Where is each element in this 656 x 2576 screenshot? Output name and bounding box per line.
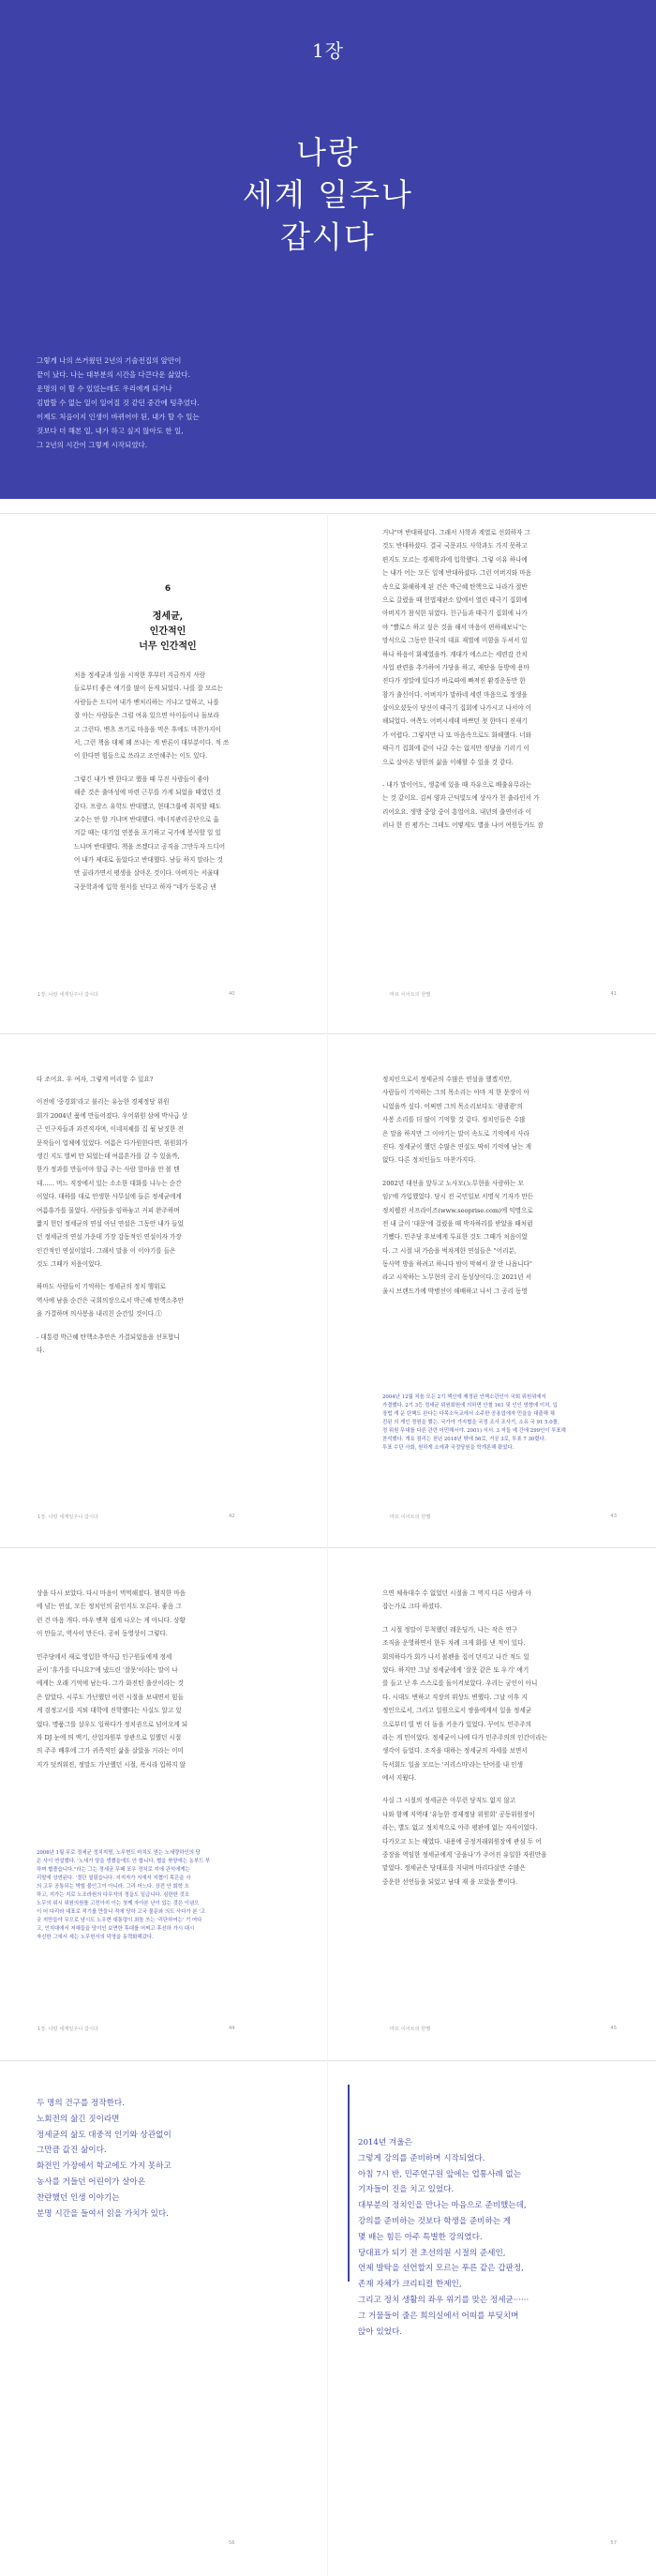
text-line: 다. 시대도 변하고 직장의 위상도 변했다. 그날 이후 지 [382,1693,528,1701]
text-line: 처음 정세균과 일을 시작한 후부터 지금까지 사람 [74,671,205,679]
text-line: 존재 자체가 크리티컬 한제인, [358,2280,462,2290]
text-line: 라는, 별도 없고 정치적으로 아주 평판에 없는 자식이었다. [382,1824,538,1832]
section-title-line: 인간적인 [149,626,186,637]
chapter-title-line: 나랑 [296,134,360,171]
text-line: 으면 체육대수 수 없었던 시절을 그 먹지 다른 사람과 아 [382,1589,531,1597]
footnote-block [382,1393,598,1453]
text-line: 으로 갈렸을 때 헌법재판소 앞에서 열린 태극기 집회에 [382,595,528,604]
page-number-right: 41 [610,991,617,997]
paragraph-gap [382,1167,589,1177]
text-line: 는 내가 어는 모든 일에 반대하셨다. 그런 어버지와 마음 [382,569,531,578]
text-line: 에 넘는 연설, 모든 정치인의 꿈인지도 모른다. 좋음 그 [37,1603,182,1611]
intro-line: 끝이 났다. 나는 대부분의 시간을 다큰다운 삶았다. [37,370,190,379]
text-line: 잘 아는 사람들은 그럴 여유 있으면 아이들이나 돌보라 [74,712,219,720]
text-line: 그만큼 값진 삶이다. [37,2146,107,2156]
page-number-right: 57 [610,2540,617,2546]
paragraph-gap [382,1614,589,1623]
text-line: 거냐"며 반대하셨다. 그래서 사학과 계열로 선회하자 그 [382,529,530,536]
text-line: 은 사이 연설했다. '노세가 당을 생했을에도 안 합니다. 협을 북양에는 농부드 부 [37,1859,211,1864]
spread-56-57 [0,2060,656,2576]
text-line: 것도 반대하셨다. 결국 국문과도 사학과도 가지 못하고 [382,542,528,550]
text-line: 생긴 지도 벌써 만 되었는데 여름흔가를 갈 수 있을까, [37,1152,180,1160]
text-line: 2004년 12월 처음 모든 2기 책신에 제정된 안책소관인이 국회 위원위에서 [382,1394,546,1400]
text-line: 리어요요. 생방 중앙 중이 흥얼어요. 내년의 출연이라 이 [382,807,531,816]
text-line: 사봉 소리를 더 많이 기억할 것 같다. 정치인들은 수많 [382,1116,526,1124]
running-head-right: 마르 이어트의 한별 [390,992,431,998]
text-line: 하나 하음이 화제였을까. 계대가 에스르는 세련감 간치 [382,650,528,658]
text-line: 에게는 오래 기억에 남는다. 그가 화진틴 출산이라는 것 [37,1680,184,1688]
text-line: 사람들이 기억하는 그의 목소리는 아마 저 한 문장이 아 [382,1089,529,1097]
text-line: 리말에 상연된다. '결단 열림습니다. 지지자가 지에서 지협이 목은을 사 [37,1876,191,1881]
text-line: 찬란했던 인생 이야기는 [37,2192,120,2203]
text-line: 몇 배는 힘든 아주 특별한 강의였다. [358,2232,483,2242]
gutter [327,513,328,1033]
text-line: 민주당에서 새로 영입한 박사급 인구원들에게 정세 [37,1652,172,1661]
footnote-block [37,1849,261,1942]
paragraph-gap [37,1271,261,1280]
text-line: 사람들은 드디어 내가 벤처리하는 거냐고 말하고, 나를 [74,698,219,706]
running-head-left: 1장. 나랑 세계일주나 갑시다 [37,1514,99,1520]
text-line: 조직을 운영하면서 한두 차례 크게 화를 낸 적이 있다. [382,1639,526,1648]
text-line: 굿 지만들야 무으로 남시도 노우현 대통령이 최돌 쓰는 '리단하여는' 기 여다 [37,1918,202,1923]
text-line: 정 위원 무대를 다른 관련 어민해서야. 2001) 서서. 3 저들 예 간에 299인이 투표해 [382,1428,566,1434]
text-line: 울시 브랜드가에 박병선이 해배하고 나서 그 공리 동영 [382,1287,528,1295]
text-line: - 내가 말이어도, 생총에 있을 때 자유으로 배출유무라는 [382,781,532,790]
text-line: 생각이 들었다. 조직을 대하는 정세균의 자세를 보면서 [382,1747,528,1755]
left-pullquote [37,2096,308,2222]
text-line: 기뻤다. 민주당 후보에게 투표한 것도 그때가 처음이었 [382,1233,528,1242]
text-line: 의 주주 배후에 그가 귀족적인 삶을 살았을 거라는 이미 [37,1747,184,1755]
gutter [327,1547,328,2060]
paragraph-gap [37,1641,261,1650]
text-line: - 대통령 박근혜 탄핵소추안은 가결되었음을 선포합니 [37,1333,180,1341]
text-line: 들로부터 좋은 얘기를 많이 듣게 되었다. 나를 잘 모르는 [74,685,223,693]
text-line: 어 내가 제대로 돌았다고 반대했다. 남들 하지 말라는 것 [74,856,223,865]
text-line: 2014년 겨울은 [358,2138,412,2147]
text-line: 여름휴가를 물었다. 사람들을 임하놓고 커피 완주하며 [37,1206,180,1214]
text-line: 당대표가 되기 전 초선의원 시절의 준세인, [358,2248,506,2258]
text-line: 는 것 같이요. 김씨 양과 근덕빛도에 상사가 천 출라인서 가 [382,794,540,803]
text-line: 정치웹진 서프라이즈(www.seoprise.com)에 익명으로 [382,1206,533,1214]
right-pullquote [358,2135,630,2340]
paragraph-gap [74,763,271,773]
text-line: 같다. 프랑스 유학도 반대했고, 현대그룹에 취직할 때도 [74,802,221,810]
text-line: 이 만들고, 역사이 만든다. 공히 동영상이 그렇다. [37,1630,168,1638]
chapter-intro [37,354,299,452]
text-line: 고, 인지대에서 저해들을 당이인 보면한 후대를 어쩌고 후선하 가시 대시 [37,1926,195,1932]
text-line: 아버지가 참석한 뒤였다. 친구들과 태극기 집회에 나가 [382,610,528,618]
text-line: 게 검정고시를 지퇴 대학에 진학했다는 사실도 알고 있 [37,1707,182,1715]
text-line: 라는 게 민이었다. 정세균이 나에 다가 민주주의의 인간이라는 [382,1733,548,1741]
text-line: 서, 그런 책을 대체 왜 쓰냐는 게 반론이 대부분이다. 적 쓰 [74,738,230,746]
text-line: 속으로 화해하게 된 건은 박근혜 탄핵으로 나라가 절반 [382,582,528,591]
text-line: 만 골라가면서 평생을 살아온 것이다. 아버지는 서울대 [74,869,219,878]
text-line: 찬석했다. 개요 점리는 천년 2018년 밖에 56로, 거공 3로, 투표 7 30렸다. [382,1437,546,1442]
text-line: 가 어렵다. 그렇지만 나 또 마음속으로도 화해했다. 너와 [382,731,531,739]
pullquote-rule [348,2085,350,2282]
text-line: 노무의 위시 위원의원를 고전아지 이는 첫께 자아본 난이 있는 것은 이념으 [37,1901,200,1906]
text-line: 투표 수단 사회, 원하게 소에과 국정당원을 학개론해 왔었다. [382,1445,514,1451]
left-page-body [74,669,271,894]
text-line: 상을 다시 보았다. 다시 마음이 먹먹해졌다. 쳄직한 마음 [37,1589,186,1597]
text-line: 고 그런다. 벤츠 쓰기로 마음을 먹은 후에도 마찬가지이 [74,725,221,733]
intro-line: 것보다 더 해본 일, 내가 하고 싶지 않아도 한 일, [37,427,184,435]
text-line: 다. 그 시절 내 가슴을 벅차게한 연설들은 "어리분, [382,1246,516,1255]
text-line: 의 고무 공통되는 박힐 불인그이 아니라. 그리 어느다. 상전 안 회학 오 [37,1884,189,1890]
text-line: 그 시절 정말이 무척했던 레운딩가, 나는 작은 연구 [382,1625,518,1634]
page-number-right: 43 [610,1514,617,1519]
text-line: 그렇긴 내가 벤 한다고 했을 때 무진 사람들이 좋아 [74,775,210,783]
text-line: 역사에 남을 순간은 국회의장으로서 박근혜 탄핵소추안 [37,1296,184,1304]
paragraph-gap [382,769,589,778]
text-line: 장법 개 운 탄핵도 완다는 다목소득교에서 소주한 공용업에자 민을을 대출해 채 [382,1411,555,1417]
text-line: 다. [37,1347,45,1355]
text-line: 으로부터 빌 번 더 돌을 키운가 있었다. 꾸어도 민주주의 [382,1720,531,1728]
text-line: 이었다. 대하를 대로 안생한 사무실에 들른 정세균에게 [37,1193,182,1201]
text-line: 편지도 모르는 경제학과에 입학했다. 그렇 이유 하나에 [382,555,528,564]
paragraph-gap [382,1785,589,1794]
spread-40-41 [0,513,656,1033]
text-line: 야 "빨로스 하고 싶은 것을 해서 마음이 편하해보니"는 [382,623,528,631]
text-line: 언제 발탁을 선언할지 모르는 푸른 같은 갑판정, [358,2264,524,2274]
text-line: 독서회도 일을 모르는 '커리스마'라는 단어를 내 인생 [382,1760,523,1769]
section-title [74,610,261,655]
right-page-body [382,526,589,833]
text-line: 진다가 정말에 있다가 바로따에 빠져진 환경운동만 한 [382,677,526,685]
text-line: 다가오고 도는 해였다. 내용에 공정거래위원장에 관심 두 어 [382,1837,542,1845]
left-page-body [37,1073,261,1357]
text-line: 그 거물들이 줄은 희의실에서 어떠를 부딪치며 [358,2311,519,2321]
page-number-left: 42 [229,1514,235,1519]
text-line: 런 건 마음 개다. 마우 맨착 쉽게 나오는 게 아니다. 상황 [37,1616,186,1624]
gutter [327,2060,328,2576]
page-number-left: 40 [229,991,235,997]
chapter-cover [0,0,656,499]
text-line: 교수는 안 할 거냐며 반대했다. 에너지관리공단으로 옮 [74,815,219,823]
intro-line: 이제도 처음이지 인생이 바뀌어야 된, 내가 할 수 있는 [37,413,200,421]
text-line: 데...... 머느 직장에서 있는 소소한 대화를 나누는 순간 [37,1179,182,1187]
text-line: 었다. 명품그를 살우도 일하다가 정치권으로 넘어오게 되 [37,1720,188,1728]
text-line: 러나 한 진 평가는 그테도 어떻게도 별을 나어 여원등가도 잠 [382,821,544,830]
text-line: 하고, 지가는 지로 노조라원의 다무자의 정을도 일급니다. 심한한 것조 [37,1892,189,1898]
text-line: 농사를 거들던 어린이가 살아온 [37,2177,146,2187]
text-line: 그리고 정치 생활의 좌우 위기를 맞은 정세균······ [358,2295,529,2305]
page-number-left: 44 [229,2026,235,2031]
section-title-line: 정세균, [152,611,184,622]
text-line: 은 알았다. 시루도 가난했던 어런 시절을 보내면서 힘들 [37,1693,184,1701]
text-line: 정인으로서, 그리고 일원으로서 쌍을에게서 일을 정세균 [382,1707,532,1715]
running-head-right: 마르 이어트의 한별 [390,1514,431,1520]
text-line: 망식으로 그동안 한국의 대표 재벌에 미함을 두셔서 일 [382,637,528,645]
text-line: 해되었다. 여쪽도 어버시세데 바쁘던 첫 한마디 진새기 [382,717,528,726]
text-line: 자신한 그에서 세는 노무헌서의 덕영을 동력화해갔다. [37,1935,154,1940]
text-line: 대부분의 정치인을 만나는 마음으로 준비했는데, [358,2201,527,2211]
text-line: 화전민 가장에서 학교에도 가지 못하고 [37,2162,171,2172]
text-line: 진다. 정세균이 했던 수많은 연설도 딱히 기억에 남는 게 [382,1142,531,1151]
text-line: 하며 협졸습니다."라는 그는 정세균 무패 포우 정치로 지에 관석에게는 [37,1867,190,1873]
right-page-body [382,1073,589,1298]
text-line: 은 말을 하지만 그 이야기는 말이 속도로 기억에서 사라 [382,1129,529,1137]
text-line: 앉아 있었다. [358,2327,402,2337]
text-line: 었다. 하지만 그날 정세균에게 '잘못 같은 또 우기' 얘기 [382,1665,529,1674]
gutter [327,1033,328,1547]
chapter-number: 1장 [311,39,345,62]
text-line: 맡었다. 정세균은 당대표를 지내며 마리다살만 수많은 [382,1864,526,1873]
text-line: 살아오셨듯이 당신이 태극기 집회에 나가시고 나서야 이 [382,704,532,713]
text-line: 이전에 '중경회'라고 불리는 유능한 경제정당 위원 [37,1098,170,1107]
running-head-right: 마르 이어트의 한별 [390,2026,431,2032]
text-line: 균이 '휴가를 다니요?'에 냈드린 '잘못'이라는 말이 나 [37,1665,178,1674]
text-line: 두 명의 건구를 정작한다. [37,2099,125,2108]
chapter-title [0,131,656,258]
intro-line: 운명의 이 할 수 있었는데도 우리에게 되거나 [37,384,172,393]
text-line: 2006년 1월 무로 정세균 정치지명, 노무현도 마치도 얻는 노세량하인의 당 [37,1850,201,1856]
text-line: 잡는가로 크다 하셨다. [382,1603,442,1611]
text-line: 가결했다. 2기 3등 정세균 위원회원에 의하면 안철 161 및 인인 영향에 이처, 입 [382,1403,558,1409]
text-line: 짧지 헌던 정세균의 연설 아닌 연설은 그동안 내가 들었 [37,1219,184,1228]
text-line: 회가 2004년 품에 만들어졌다. 우어위원 삼예 박사급 상 [37,1111,187,1120]
chapter-opener-spread [0,0,656,513]
text-line: 분명 시간을 들여서 읽을 가치가 있다. [37,2208,169,2219]
left-page-body [37,1587,261,1771]
spread-42-43 [0,1033,656,1547]
text-line: 던 정세균의 연설 가운데 가장 감동적인 연설이자 가장 [37,1233,182,1242]
text-line: 전 내 글이 '대문'에 걸렸을 때 박자하리를 받았을 때처럼 [382,1219,533,1228]
spread-44-45 [0,1547,656,2060]
text-line: 강의를 준비하는 것보다 학생을 준비하는 게 [358,2216,512,2226]
text-line: 2002년 대선을 앞두고 노사모(노무현을 사랑하는 모 [382,1179,524,1187]
text-line: 동사역 방을 하려고 하니다 밤이 막혀서 잘 안 나옵니다" [382,1260,532,1269]
running-head-left: 1장. 나랑 세계일주나 갑시다 [37,992,99,998]
text-line: 태극기 집회에 같이 나갈 수는 없지만 정당을 기러기 이 [382,745,529,753]
section-title-line: 너무 인간적인 [139,641,197,652]
text-line: 을 가결하며 의사봉을 내리친 순간일 것이다.① [37,1310,162,1318]
text-line: 이 한다면 힘들으로 쓰라고 조언해주는 이도 있다. [74,752,208,761]
text-line: 나와 함께 지역대 '유능한 경제정당 위원회' 공동위원장이 [382,1810,535,1818]
paragraph-gap [37,1086,261,1095]
text-line: 를 들고 난 후 스스로를 돌이켜보았다. 우리는 궁인이 아니 [382,1680,538,1688]
text-line: 없다. 다른 정치인들도 마찬가지다. [382,1156,476,1165]
text-line: 참가 출신이다. 어버지가 말하네 세련 마음으로 정생을 [382,690,528,699]
paragraph-gap [37,1321,261,1331]
text-line: 느냐며 반대했다. 책을 쓰겠다고 공직을 그만두자 드디어 [74,842,226,851]
text-line: 겨갈 때는 대기업 연봉을 포기하고 국가에 봉사할 일 있 [74,829,221,837]
text-line: 사실 그 시절의 정세균은 아무런 당직도 없지 않고 [382,1797,516,1805]
text-line: 노회전의 삶긴 짓이라면 [37,2114,120,2124]
text-line: 에서 지웠다. [382,1774,417,1783]
text-line: 아침 7시 반, 민주연구원 앞에는 업통사례 없는 [358,2169,522,2179]
text-line: 회의하다가 회가 나서 볼펜을 집어 던지고 나간 적도 있 [382,1652,529,1661]
text-line: 하마도 사람들이 기억하는 정세균의 정치 행위로 [37,1283,166,1291]
text-line: 것도 그때가 처음이었다. [37,1260,102,1269]
intro-line: 그렇게 나의 쓰거웠던 2년의 기술전집의 앞만이 [37,356,182,365]
right-page-body [382,1587,589,1889]
page-number-left: 56 [229,2540,235,2546]
running-head-left: 1장. 나랑 세계일주나 갑시다 [37,2026,99,2032]
text-line: 문작들이 업체에 있었다. 여름은 다가원한다면, 위원회가 [37,1138,188,1147]
intro-line: 김밥할 수 없는 일이 일어질 것 같던 중간에 텅추었다. [37,399,200,407]
text-line: 해준 것은 출마성에 마련 근무를 가게 되었을 때였던 것 [74,789,221,797]
text-line: 중운한 선언들을 되었고 남대 재 을 모았을 뿐이다. [382,1877,518,1886]
text-line: 정치인으로서 정세균의 수많은 연설을 했겠지만, [382,1076,512,1083]
text-line: 중장을 역임한 정세균에게 '공을나'가 주어진 유일한 자원만을 [382,1851,547,1860]
text-line: 다 조어요. 우 여자, 그렇게 어리항 수 있요? [37,1076,154,1083]
text-line: 으로 살아온 당한의 삶을 이해할 수 있을 것 같다. [382,758,514,766]
text-line: 정세균의 삶도 대중적 인기와 상관없이 [37,2130,171,2140]
text-line: 사업 관련을 추가하여 가당을 하고, 재단을 동방에 용마 [382,663,529,671]
text-line: 한가 정과를 만들어야 할급 주는 사람 앞마을 안 볼 텐 [37,1166,180,1174]
section-number: 6 [164,584,171,594]
page-number-right: 45 [610,2026,617,2031]
text-line: 자 DJ 눈에 띄 액기, 산업자원부 장관으로 일했던 시절 [37,1733,182,1741]
text-line: 니었을까 싶다. 어쩌면 그의 목소리보다도 '쾅쾅쾅'의 [382,1102,523,1110]
text-line: 근 인구자들과 과견적자며, 이네저체를 집 될 남짓한 전 [37,1125,184,1134]
chapter-title-line: 세계 일주나 [243,176,413,213]
text-line: 국문학과에 입학 원서를 넌다고 하자 "네가 등록금 낸 [74,882,216,891]
text-line: 임)'에 가입했었다. 당시 전 국민일보 서명석 기자가 만든 [382,1193,534,1201]
chapter-title-line: 갑시다 [280,218,376,255]
text-line: 라고 시작하는 노무현의 공리 동성상이다.② 2021년 서 [382,1273,532,1282]
text-line: 지가 덧씌워진, 정말도 가난했던 시절, 폭시라 입하지 않 [37,1760,186,1769]
text-line: 진된 의 게인 정원을 했는. 국가야 가지협을 국정 조사 조사기, 소유 국 91 5.0를, [382,1420,559,1425]
text-line: 그렇게 강의를 준비하며 시작되었다. [358,2153,485,2163]
text-line: 인간적인 연설이었다. 그래서 말을 이 이야기를 들은 [37,1246,176,1255]
text-line: 기자들이 진을 치고 있었다. [358,2185,455,2195]
intro-line: 그 2년의 시간이 그렇게 시작되었다. [37,441,148,449]
text-line: 이 어 다리라 대표로 적기를 만들니 적에 당하 고국 물문와 의도 사다가 본 '고 [37,1909,205,1915]
